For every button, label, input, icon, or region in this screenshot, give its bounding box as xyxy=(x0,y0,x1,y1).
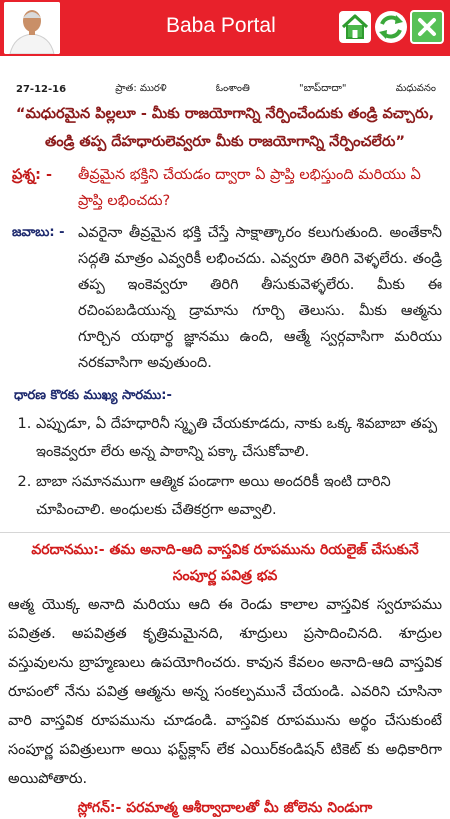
list-item: 2. బాబా సమానముగా ఆత్మిక పండాగా అయి అందరికీ ఇంటి దారిని చూపించాలి. అంధులకు చేతికర్రగా అవ్వాలి. xyxy=(36,468,442,524)
answer-label: జవాబు: - xyxy=(12,225,65,240)
murli-content xyxy=(0,56,450,819)
refresh-button[interactable] xyxy=(374,10,408,44)
refresh-icon xyxy=(374,10,408,44)
slogan-text: పరమాత్మ ఆశీర్వాదాలతో మీ జోలెను నిండుగా xyxy=(126,800,373,816)
slogan xyxy=(8,800,442,819)
blessing-title: తమ అనాది-ఆది వాస్తవిక రూపమును రియలైజ్ చేసుకునే సంపూర్ణ పవిత్ర భవ xyxy=(109,542,419,584)
session-label: ప్రాత: మురళి xyxy=(115,83,167,94)
om-shanti: ఓంశాంతి xyxy=(215,83,250,94)
meta-row xyxy=(8,56,442,96)
app-title: Baba Portal xyxy=(166,14,276,37)
answer-text: ఎవరైనా తీవ్రమైన భక్తి చేస్తే సాక్షాత్కారం కలుగుతుంది. అంతేకానీ సద్గతి మాత్రం ఎవ్వరికీ లభించదు. ఎవ్వరూ తిరిగి వెళ్ళలేరు. తండ్రి తప్ప ఇంకెవ్వరూ తిరిగి తీసుకువెళ్ళలేరు. మీకు ఈ రచింపబడియున్న డ్రామాను గూర్చి తెలుసు. మీకు ఆత్మను గూర్చిన యథార్థ జ్ఞానము ఉంది, ఆత్మే స్వర్గవాసిగా మరియు నరకవాసిగా అవుతుంది. xyxy=(78,225,442,371)
question-label: ప్రశ్న: - xyxy=(12,167,53,183)
home-button[interactable] xyxy=(338,10,372,44)
divider xyxy=(0,532,450,533)
speaker: "బాప్‌దాదా" xyxy=(298,83,347,94)
date: 27-12-16 xyxy=(16,83,67,95)
answer-block xyxy=(8,220,442,376)
blessing-heading xyxy=(8,537,442,589)
slogan-label: స్లోగన్:- xyxy=(77,800,122,816)
dharana-list xyxy=(8,410,442,524)
dharana-title: ధారణ కొరకు ముఖ్య సారము:- xyxy=(14,388,172,403)
list-item: 1. ఎప్పుడూ, ఏ దేహధారినీ స్మృతి చేయకూడదు, నాకు ఒక్క శివబాబా తప్ప ఇంకెవ్వరూ లేరు అన్న పాఠాన్ని పక్కా చేసుకోవాలి. xyxy=(36,410,442,466)
question-text: తీవ్రమైన భక్తిని చేయడం ద్వారా ఏ ప్రాప్తి లభిస్తుంది మరియు ఏ ప్రాప్తి లభించదు? xyxy=(78,167,421,209)
question-block xyxy=(8,162,442,214)
portrait-image xyxy=(4,2,60,54)
app-bar xyxy=(0,0,450,56)
essence-quote: “మధురమైన పిల్లలూ - మీకు రాజయోగాన్ని నేర్పించేందుకు తండ్రి వచ్చారు, తండ్రి తప్ప దేహధారులెవ్వరూ మీకు రాజయోగాన్ని నేర్పించలేరు” xyxy=(15,106,435,150)
close-button[interactable] xyxy=(410,10,444,44)
home-icon xyxy=(338,10,372,44)
blessing-text: ఆత్మ యొక్క అనాది మరియు ఆది ఈ రెండు కాలాల వాస్తవిక స్వరూపము పవిత్రత. అపవిత్రత కృత్రిమమైనది, శూద్రులు ప్రసాదించినది. శూద్రుల వస్తువులను బ్రాహ్మణులు ఉపయోగించరు. కావున కేవలం అనాది-ఆది వాస్తవిక రూపంలో నేను పవిత్ర ఆత్మను అన్న సంకల్పమునే చేయండి. ఎవరిని చూసినా వారి వాస్తవిక రూపమును చూడండి. వాస్తవిక రూపమును అర్థం చేసుకుంటే సంపూర్ణ పవిత్రులుగా అయి ఫస్ట్‌క్లాస్ లేక ఎయిర్‌కండిషన్ టికెట్ కు అధికారిగా అయిపోతారు. xyxy=(8,597,442,787)
avatar xyxy=(4,2,60,54)
place: మధువనం xyxy=(395,83,436,94)
blessing-label: వరదానము:- xyxy=(31,542,105,558)
close-icon xyxy=(410,10,444,44)
